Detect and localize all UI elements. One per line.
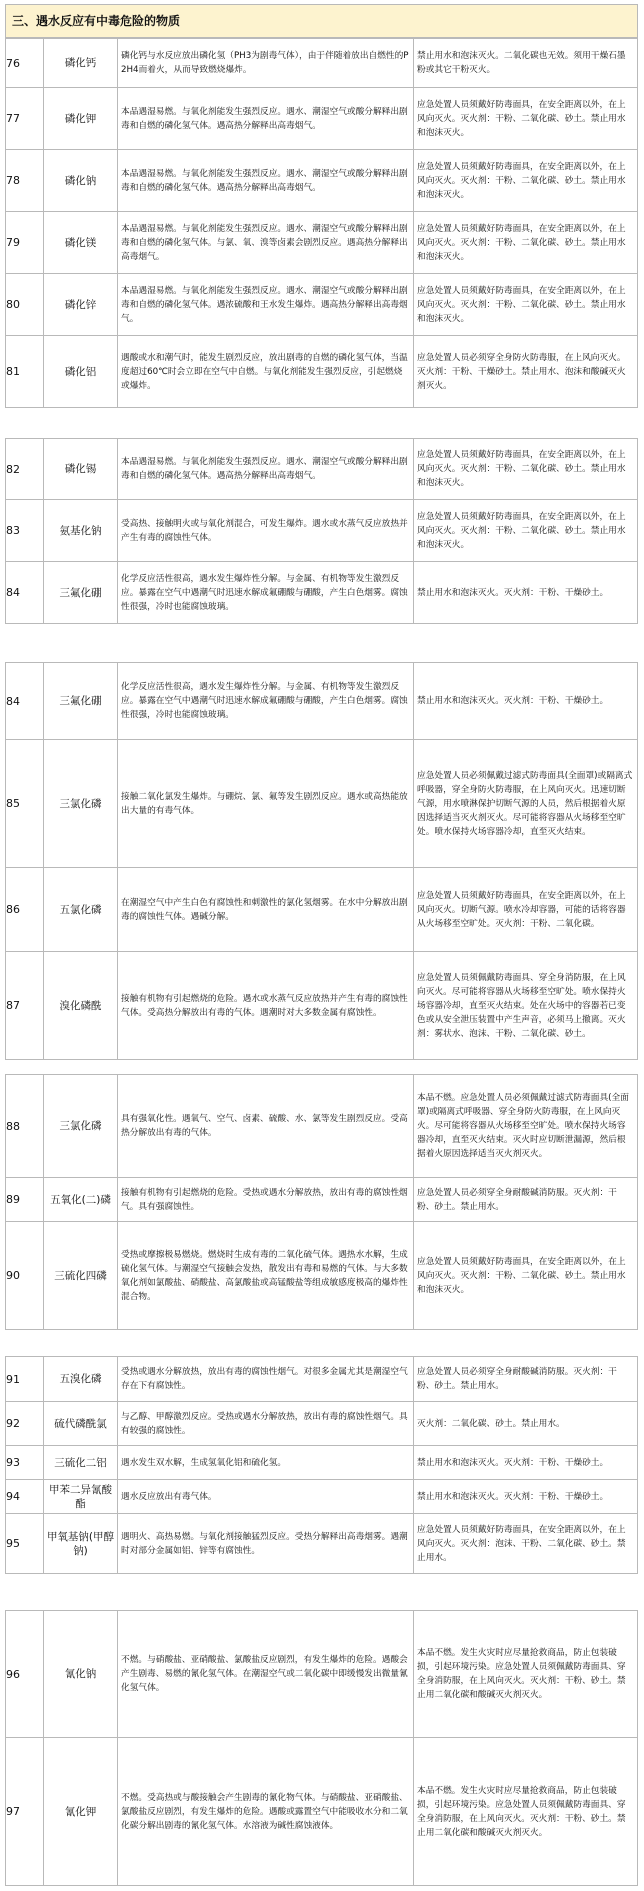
row-number: 79 bbox=[6, 212, 44, 273]
hazard-description: 磷化钙与水反应放出磷化氢（PH3为剧毒气体），由于伴随着放出自燃性的P2H4而着火，从而导致燃烧爆炸。 bbox=[118, 39, 414, 87]
row-number: 97 bbox=[6, 1738, 44, 1885]
table-row bbox=[5, 1356, 638, 1402]
row-number: 96 bbox=[6, 1611, 44, 1737]
substance-name: 磷化镁 bbox=[44, 212, 118, 273]
hazard-description: 化学反应活性很高，遇水发生爆炸性分解。与金属、有机物等发生激烈反应。暴露在空气中遇潮气时迅速水解成氟硼酸与硼酸，产生白色烟雾。腐蚀性很强，冷时也能腐蚀玻璃。 bbox=[118, 663, 414, 739]
table-row bbox=[5, 1178, 638, 1222]
row-number: 94 bbox=[6, 1480, 44, 1513]
table-row bbox=[5, 740, 638, 868]
emergency-measures: 应急处置人员须戴好防毒面具，在安全距离以外，在上风向灭火。灭火剂：干粉、二氧化碳、砂土。禁止用水和泡沫灭火。 bbox=[417, 511, 626, 550]
hazard-description: 本品遇湿易燃。与氧化剂能发生强烈反应。遇水、潮湿空气或酸分解释出剧毒和自燃的磷化氢气体。遇浓硫酸和王水发生爆炸。遇高热分解释出高毒烟气。 bbox=[118, 274, 414, 335]
substance-name: 三硫化四磷 bbox=[44, 1222, 118, 1329]
substance-name: 硫代磷酰氯 bbox=[44, 1402, 118, 1445]
row-number: 84 bbox=[6, 663, 44, 739]
substance-name: 氰化钾 bbox=[44, 1738, 118, 1885]
emergency-measures: 应急处置人员必须穿全身耐酸碱消防服。灭火剂：干粉、砂土。禁止用水。 bbox=[417, 1187, 617, 1212]
table-row bbox=[5, 1222, 638, 1330]
row-number: 93 bbox=[6, 1446, 44, 1479]
row-number: 85 bbox=[6, 740, 44, 867]
substance-name: 溴化磷酰 bbox=[44, 952, 118, 1059]
hazard-description: 具有强氧化性。遇氧气、空气、卤素、硫酸、水、氯等发生剧烈反应。受高热分解放出有毒的气体。 bbox=[118, 1075, 414, 1177]
emergency-measures: 应急处置人员必须佩戴过滤式防毒面具(全面罩)或隔离式呼吸器，穿全身防火防毒服，在上风向灭火。迅速切断气源，用水喷淋保护切断气源的人员，然后根据着火原因选择适当灭火剂灭火。尽可能将容器从火场移至空旷处。喷水保持火场容器冷却，直至灭火结束。 bbox=[417, 770, 633, 837]
emergency-measures: 应急处置人员须戴好防毒面具，在安全距离以外，在上风向灭火。灭火剂：干粉、二氧化碳、砂土。禁止用水和泡沫灭火。 bbox=[417, 1256, 626, 1295]
emergency-measures: 本品不燃。发生火灾时应尽量抢救商品，防止包装破损，引起环境污染。应急处置人员须佩戴防毒面具、穿全身消防服，在上风向灭火。灭火剂：干粉、砂土。禁止用二氧化碳和酸碱灭火剂灭火。 bbox=[417, 1785, 626, 1838]
substance-name: 磷化钾 bbox=[44, 88, 118, 149]
hazard-description: 接触二氧化氯发生爆炸。与硼烷、氯、氟等发生剧烈反应。遇水或高热能放出大量的有毒气体。 bbox=[118, 740, 414, 867]
substance-name: 三氟化硼 bbox=[44, 663, 118, 739]
table-row bbox=[5, 1514, 638, 1574]
table-row bbox=[5, 662, 638, 740]
row-number: 86 bbox=[6, 868, 44, 951]
row-number: 87 bbox=[6, 952, 44, 1059]
emergency-measures: 应急处置人员须戴好防毒面具，在安全距离以外，在上风向灭火。切断气源。喷水冷却容器，可能的话将容器从火场移至空旷处。灭火剂：干粉、二氧化碳。 bbox=[417, 890, 626, 929]
table-row bbox=[5, 1402, 638, 1446]
substance-name: 五氯化磷 bbox=[44, 868, 118, 951]
hazard-description: 本品遇湿易燃。与氧化剂能发生强烈反应。遇水、潮湿空气或酸分解释出剧毒和自燃的磷化氢气体。与氯、氧、溴等卤素会剧烈反应。遇高热分解释出高毒烟气。 bbox=[118, 212, 414, 273]
table-row bbox=[5, 150, 638, 212]
table-row bbox=[5, 1074, 638, 1178]
hazard-description: 遇水发生双水解，生成氢氧化铝和硫化氢。 bbox=[118, 1446, 414, 1479]
row-number: 84 bbox=[6, 562, 44, 623]
emergency-measures: 应急处置人员须佩戴防毒面具、穿全身消防服，在上风向灭火。尽可能将容器从火场移至空旷处。喷水保持火场容器冷却，直至灭火结束。处在火场中的容器若已变色或从安全泄压装置中产生声音，必须马上撤离。灭火剂：雾状水、泡沫、干粉、二氧化碳、砂土。 bbox=[417, 972, 626, 1039]
row-number: 88 bbox=[6, 1075, 44, 1177]
hazard-description: 遇明火、高热易燃。与氧化剂接触猛烈反应。受热分解释出高毒烟雾。遇潮时对部分金属如铝、锌等有腐蚀性。 bbox=[118, 1514, 414, 1573]
substance-name: 三氯化磷 bbox=[44, 1075, 118, 1177]
hazard-description: 与乙醇、甲醇激烈反应。受热或遇水分解放热，放出有毒的腐蚀性烟气。具有较强的腐蚀性。 bbox=[118, 1402, 414, 1445]
substance-name: 五溴化磷 bbox=[44, 1357, 118, 1401]
row-number: 91 bbox=[6, 1357, 44, 1401]
table-row bbox=[5, 952, 638, 1060]
row-number: 83 bbox=[6, 500, 44, 561]
row-number: 90 bbox=[6, 1222, 44, 1329]
section-title: 三、遇水反应有中毒危险的物质 bbox=[5, 4, 638, 38]
emergency-measures: 禁止用水和泡沫灭火。灭火剂：干粉、干燥砂土。 bbox=[417, 696, 609, 706]
substance-name: 磷化钠 bbox=[44, 150, 118, 211]
table-row bbox=[5, 274, 638, 336]
hazard-description: 接触有机物有引起燃烧的危险。遇水或水蒸气反应放热并产生有毒的腐蚀性气体。受高热分解放出有毒的气体。遇潮时对大多数金属有腐蚀性。 bbox=[118, 952, 414, 1059]
hazard-description: 本品遇湿易燃。与氧化剂能发生强烈反应。遇水、潮湿空气或酸分解释出剧毒和自燃的磷化氢气体。遇高热分解释出高毒烟气。 bbox=[118, 88, 414, 149]
emergency-measures: 禁止用水和泡沫灭火。灭火剂：干粉、干燥砂土。 bbox=[417, 1457, 609, 1468]
emergency-measures: 应急处置人员必须穿全身耐酸碱消防服。灭火剂：干粉、砂土。禁止用水。 bbox=[417, 1367, 617, 1391]
emergency-measures: 禁止用水和泡沫灭火。二氧化碳也无效。须用干燥石墨粉或其它干粉灭火。 bbox=[417, 51, 626, 75]
substance-name: 氨基化钠 bbox=[44, 500, 118, 561]
emergency-measures: 应急处置人员须戴好防毒面具，在安全距离以外，在上风向灭火。灭火剂：干粉、二氧化碳、砂土。禁止用水和泡沫灭火。 bbox=[417, 285, 626, 324]
row-number: 80 bbox=[6, 274, 44, 335]
emergency-measures: 灭火剂：二氧化碳、砂土。禁止用水。 bbox=[417, 1418, 565, 1429]
table-row bbox=[5, 1446, 638, 1480]
row-number: 92 bbox=[6, 1402, 44, 1445]
row-number: 81 bbox=[6, 336, 44, 407]
emergency-measures: 应急处置人员须戴好防毒面具，在安全距离以外，在上风向灭火。灭火剂：干粉、二氧化碳、砂土。禁止用水和泡沫灭火。 bbox=[417, 223, 626, 262]
substance-name: 三硫化二铝 bbox=[44, 1446, 118, 1479]
table-row bbox=[5, 1480, 638, 1514]
emergency-measures: 应急处置人员须戴好防毒面具，在安全距离以外，在上风向灭火。灭火剂：干粉、二氧化碳、砂土。禁止用水和泡沫灭火。 bbox=[417, 161, 626, 200]
substance-name: 甲苯二异氰酸酯 bbox=[44, 1480, 118, 1513]
emergency-measures: 禁止用水和泡沫灭火。灭火剂：干粉、干燥砂土。 bbox=[417, 1491, 609, 1502]
table-row bbox=[5, 38, 638, 88]
emergency-measures: 本品不燃。应急处置人员必须佩戴过滤式防毒面具(全面罩)或隔离式呼吸器、穿全身防火防毒服，在上风向灭火。尽可能将容器从火场移至空旷处。喷水保持火场容器冷却，直至灭火结束。灭火时应切断泄漏源，然后根据着火原因选择适当灭火剂灭火。 bbox=[417, 1093, 629, 1159]
hazard-description: 受热或遇水分解放热，放出有毒的腐蚀性烟气。对很多金属尤其是潮湿空气存在下有腐蚀性。 bbox=[118, 1357, 414, 1401]
hazard-description: 不燃。与硝酸盐、亚硝酸盐、氯酸盐反应剧烈，有发生爆炸的危险。遇酸会产生剧毒、易燃的氰化氢气体。在潮湿空气或二氧化碳中即缓慢发出微量氰化氢气体。 bbox=[118, 1611, 414, 1737]
table-row bbox=[5, 438, 638, 500]
table-row bbox=[5, 1738, 638, 1886]
row-number: 95 bbox=[6, 1514, 44, 1573]
hazard-description: 受热或摩擦极易燃烧。燃烧时生成有毒的二氧化硫气体。遇热水水解，生成硫化氢气体。与潮湿空气接触会发热，散发出有毒和易燃的气体。与大多数氧化剂如氯酸盐、硝酸盐、高氯酸盐或高锰酸盐等组成敏感度极高的爆炸性混合物。 bbox=[118, 1222, 414, 1329]
substance-name: 磷化锌 bbox=[44, 274, 118, 335]
emergency-measures: 本品不燃。发生火灾时应尽量抢救商品，防止包装破损，引起环境污染。应急处置人员须佩戴防毒面具、穿全身消防服，在上风向灭火。灭火剂：干粉、砂土。禁止用二氧化碳和酸碱灭火剂灭火。 bbox=[417, 1648, 626, 1700]
table-row bbox=[5, 562, 638, 624]
substance-name: 三氟化硼 bbox=[44, 562, 118, 623]
hazard-description: 遇酸或水和潮气时，能发生剧烈反应，放出剧毒的自燃的磷化氢气体，当温度超过60℃时会立即在空气中自燃。与氧化剂能发生强烈反应，引起燃烧或爆炸。 bbox=[118, 336, 414, 407]
substance-name: 五氧化(二)磷 bbox=[44, 1178, 118, 1221]
hazard-description: 受高热、接触明火或与氧化剂混合，可发生爆炸。遇水或水蒸气反应放热并产生有毒的腐蚀性气体。 bbox=[118, 500, 414, 561]
hazard-description: 在潮湿空气中产生白色有腐蚀性和刺激性的氯化氢烟雾。在水中分解放出剧毒的腐蚀性气体。遇碱分解。 bbox=[118, 868, 414, 951]
emergency-measures: 禁止用水和泡沫灭火。灭火剂：干粉、干燥砂土。 bbox=[417, 587, 609, 598]
table-row bbox=[5, 500, 638, 562]
emergency-measures: 应急处置人员必须穿全身防火防毒服，在上风向灭火。灭火剂：干粉、干燥砂土。禁止用水、泡沫和酸碱灭火剂灭火。 bbox=[417, 352, 626, 391]
row-number: 82 bbox=[6, 439, 44, 499]
hazard-description: 化学反应活性很高，遇水发生爆炸性分解。与金属、有机物等发生激烈反应。暴露在空气中遇潮气时迅速水解成氟硼酸与硼酸，产生白色烟雾。腐蚀性很强，冷时也能腐蚀玻璃。 bbox=[118, 562, 414, 623]
row-number: 76 bbox=[6, 39, 44, 87]
table-row bbox=[5, 868, 638, 952]
table-row bbox=[5, 336, 638, 408]
emergency-measures: 应急处置人员须戴好防毒面具，在安全距离以外，在上风向灭火。灭火剂：干粉、二氧化碳、砂土。禁止用水和泡沫灭火。 bbox=[417, 99, 626, 138]
row-number: 77 bbox=[6, 88, 44, 149]
hazard-description: 遇水反应放出有毒气体。 bbox=[118, 1480, 414, 1513]
emergency-measures: 应急处置人员须戴好防毒面具，在安全距离以外，在上风向灭火。灭火剂：泡沫、干粉、二氧化碳、砂土。禁止用水。 bbox=[417, 1524, 626, 1563]
substance-name: 磷化钙 bbox=[44, 39, 118, 87]
table-row bbox=[5, 212, 638, 274]
row-number: 78 bbox=[6, 150, 44, 211]
hazard-description: 本品遇湿易燃。与氧化剂能发生强烈反应。遇水、潮湿空气或酸分解释出剧毒和自燃的磷化氢气体。遇高热分解释出高毒烟气。 bbox=[118, 439, 414, 499]
table-row bbox=[5, 88, 638, 150]
row-number: 89 bbox=[6, 1178, 44, 1221]
hazard-description: 不燃。受高热或与酸接触会产生剧毒的氰化物气体。与硝酸盐、亚硝酸盐、氯酸盐反应剧烈，有发生爆炸的危险。遇酸或露置空气中能吸收水分和二氧化碳分解出剧毒的氰化氢气体。水溶液为碱性腐蚀液体。 bbox=[118, 1738, 414, 1885]
substance-name: 磷化铝 bbox=[44, 336, 118, 407]
hazard-description: 接触有机物有引起燃烧的危险。受热或遇水分解放热，放出有毒的腐蚀性烟气。具有强腐蚀性。 bbox=[118, 1178, 414, 1221]
substance-name: 氰化钠 bbox=[44, 1611, 118, 1737]
substance-name: 三氯化磷 bbox=[44, 740, 118, 867]
table-row bbox=[5, 1610, 638, 1738]
hazard-description: 本品遇湿易燃。与氧化剂能发生强烈反应。遇水、潮湿空气或酸分解释出剧毒和自燃的磷化氢气体。遇高热分解释出高毒烟气。 bbox=[118, 150, 414, 211]
emergency-measures: 应急处置人员须戴好防毒面具，在安全距离以外，在上风向灭火。灭火剂：干粉、二氧化碳、砂土。禁止用水和泡沫灭火。 bbox=[417, 450, 626, 488]
substance-name: 磷化锡 bbox=[44, 439, 118, 499]
substance-name: 甲氧基钠(甲醇钠) bbox=[44, 1514, 118, 1573]
